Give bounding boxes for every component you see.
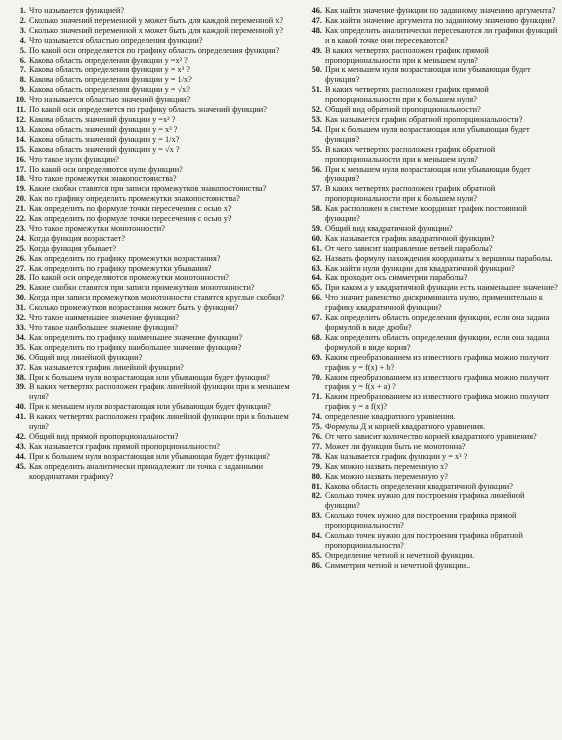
question-text: Как определить по графику промежутки возрастания?	[29, 253, 221, 263]
question-text: Каким преобразованием из известного графика можно получит график у = f(x) + b?	[325, 352, 550, 372]
question-item	[300, 145, 558, 165]
question-item	[4, 254, 294, 264]
question-item	[4, 283, 294, 293]
question-item	[4, 184, 294, 194]
question-text: В каких четвертях расположен график обратной пропорциональности при к большем нуля?	[325, 184, 496, 204]
question-text: Сколько точек нужно для построения графика обратной пропорциональности?	[325, 531, 523, 550]
question-number: 59.	[311, 223, 322, 233]
question-number: 34.	[15, 332, 26, 342]
question-text: Может ли функция быть не монотонна?	[325, 441, 466, 451]
question-number: 63.	[311, 263, 322, 273]
question-text: Как определить область определения функции, если она задана формулой в виде корня?	[325, 332, 550, 352]
question-number: 28.	[15, 273, 26, 283]
question-text: Какова область значений функции у = 1/x?	[29, 134, 180, 144]
question-item	[4, 382, 294, 402]
question-item	[4, 234, 294, 244]
question-number: 40.	[15, 402, 26, 412]
question-number: 61.	[311, 243, 322, 253]
question-text: При каком а у квадратичной функции есть наименьшее значение?	[325, 283, 558, 293]
question-item	[4, 56, 294, 66]
question-number: 82.	[311, 491, 322, 501]
question-text: По какой оси определяется по графику область определения функции?	[29, 45, 280, 55]
question-number: 15.	[15, 144, 26, 154]
question-item	[4, 46, 294, 56]
question-number: 50.	[311, 65, 322, 75]
question-number: 70.	[311, 372, 322, 382]
question-text: Как определить по формуле точки пересечения с осью х?	[29, 204, 232, 214]
question-item	[300, 85, 558, 105]
question-item	[4, 462, 294, 482]
question-item	[4, 165, 294, 175]
question-item	[4, 75, 294, 85]
question-number: 86.	[311, 560, 322, 570]
question-number: 60.	[311, 233, 322, 243]
question-item	[300, 531, 558, 551]
question-number: 16.	[15, 154, 26, 164]
question-item	[4, 353, 294, 363]
question-text: При к большем нуля возрастающая или убывающая будет функция?	[29, 451, 270, 461]
question-text: Каким преобразованием из известного графика можно получит график у = a f(x)?	[325, 392, 550, 412]
question-text: Как расположен в системе координат график постоянной функции?	[325, 204, 527, 224]
question-text: Что такое промежутки знакопостоянства?	[29, 174, 177, 184]
question-number: 85.	[311, 550, 322, 560]
question-number: 30.	[15, 293, 26, 303]
question-text: При к большем нуля возрастающая или убывающая будет функция?	[325, 124, 530, 144]
question-item	[4, 95, 294, 105]
question-item	[4, 373, 294, 383]
question-text: Какова область определения функции у = 1/x?	[29, 75, 192, 85]
question-number: 32.	[15, 313, 26, 323]
question-text: При к меньшем нуля возрастающая или убывающая будет функция?	[29, 402, 271, 412]
question-number: 31.	[15, 303, 26, 313]
question-item	[4, 333, 294, 343]
question-text: Какова область определения функции у = √x?	[29, 85, 190, 95]
question-number: 23.	[15, 223, 26, 233]
question-item	[300, 204, 558, 224]
question-item	[4, 36, 294, 46]
question-text: Как по графику определить промежутки знакопостоянства?	[29, 194, 240, 204]
question-text: От чего зависит направление ветвей параболы?	[325, 243, 493, 253]
question-text: Какова область определения квадратичной функции?	[325, 481, 513, 491]
question-number: 62.	[311, 253, 322, 263]
question-item	[300, 353, 558, 373]
question-number: 14.	[15, 134, 26, 144]
question-text: Какова область значений функции у =x² ?	[29, 114, 176, 124]
question-text: Что называется функцией?	[29, 6, 125, 15]
question-text: Какова область определения функции у =x² ?	[29, 55, 188, 65]
question-number: 25.	[15, 243, 26, 253]
question-item	[4, 26, 294, 36]
question-item	[4, 125, 294, 135]
question-number: 11.	[16, 105, 26, 115]
question-number: 58.	[311, 204, 322, 214]
question-item	[300, 333, 558, 353]
question-item	[300, 452, 558, 462]
question-number: 42.	[15, 431, 26, 441]
question-number: 22.	[15, 214, 26, 224]
question-number: 3.	[19, 25, 26, 35]
question-item	[4, 402, 294, 412]
question-item	[300, 165, 558, 185]
left-question-column	[4, 6, 294, 482]
question-text: Что называется областью значений функции?	[29, 95, 191, 105]
question-number: 39.	[15, 382, 26, 392]
question-number: 83.	[311, 511, 322, 521]
question-number: 57.	[311, 184, 322, 194]
question-item	[300, 551, 558, 561]
question-item	[4, 155, 294, 165]
question-text: По какой оси определяется по графику область значений функции?	[29, 105, 267, 115]
question-item	[4, 303, 294, 313]
question-number: 17.	[15, 164, 26, 174]
question-text: Определение четной и нечетной функции.	[325, 550, 475, 560]
question-number: 8.	[19, 75, 26, 85]
question-item	[300, 26, 558, 46]
question-number: 41.	[15, 412, 26, 422]
question-text: От чего зависит количество корней квадратного уравнения?	[325, 431, 537, 441]
question-number: 49.	[311, 45, 322, 55]
question-item	[4, 273, 294, 283]
question-item	[300, 244, 558, 254]
question-item	[4, 452, 294, 462]
question-item	[300, 224, 558, 234]
question-item	[4, 194, 294, 204]
question-number: 45.	[15, 461, 26, 471]
question-item	[4, 204, 294, 214]
question-item	[4, 85, 294, 95]
question-text: Сколько точек нужно для построения графика линейной функции?	[325, 491, 525, 511]
question-text: При к большем нуля возрастающая или убывающая будет функция?	[29, 372, 270, 382]
question-item	[300, 184, 558, 204]
question-item	[300, 491, 558, 511]
question-item	[300, 46, 558, 66]
question-text: Сколько значений переменной у может быть для каждой переменной х?	[29, 15, 284, 25]
question-item	[4, 313, 294, 323]
question-number: 13.	[15, 124, 26, 134]
question-item	[300, 313, 558, 333]
question-item	[300, 511, 558, 531]
question-item	[4, 115, 294, 125]
question-text: В каких четвертях расположен график прямой пропорциональности при к большем нуля?	[325, 85, 489, 105]
question-text: Общий вид квадратичной функции?	[325, 223, 453, 233]
question-number: 64.	[311, 273, 322, 283]
question-number: 68.	[311, 332, 322, 342]
question-item	[4, 323, 294, 333]
question-number: 75.	[311, 422, 322, 432]
question-number: 54.	[311, 124, 322, 134]
question-item	[300, 283, 558, 293]
question-number: 36.	[15, 352, 26, 362]
question-text: Какова область значений функции у = x³ ?	[29, 124, 178, 134]
question-text: Каким преобразованием из известного графика можно получит график у = f(x + a) ?	[325, 372, 550, 392]
question-item	[4, 442, 294, 452]
question-item	[300, 125, 558, 145]
question-text: Что значит равенство дискриминанта нулю, применительно к графику квадратичной функции?	[325, 293, 543, 313]
question-text: Как называется график прямой пропорциональности?	[29, 441, 220, 451]
question-text: определение квадратного уравнения.	[325, 412, 456, 422]
question-number: 74.	[311, 412, 322, 422]
question-item	[4, 135, 294, 145]
question-item	[300, 373, 558, 393]
question-text: В каких четвертях расположен график прямой пропорциональности при к меньшем нуля?	[325, 45, 489, 65]
question-number: 6.	[19, 55, 26, 65]
question-text: Как проходит ось симметрии параболы?	[325, 273, 468, 283]
question-text: Какова область значений функции у = √x ?	[29, 144, 180, 154]
question-number: 44.	[15, 451, 26, 461]
question-text: Что такое наименьшее значение функции?	[29, 313, 180, 323]
question-text: Как определить по графику промежутки убывания?	[29, 263, 212, 273]
question-text: Как определить область определения функции, если она задана формулой в виде дроби?	[325, 313, 550, 332]
question-item	[4, 412, 294, 432]
question-text: Сколько значений переменной х может быть для каждой переменной у?	[29, 25, 284, 35]
question-number: 79.	[311, 461, 322, 471]
question-item	[300, 412, 558, 422]
question-text: Как определить по формуле точки пересечения с осью у?	[29, 214, 232, 224]
question-number: 33.	[15, 323, 26, 332]
question-item	[4, 65, 294, 75]
question-number: 80.	[311, 471, 322, 481]
question-item	[300, 432, 558, 442]
question-text: Как можно назвать переменную х?	[325, 461, 448, 471]
question-item	[300, 422, 558, 432]
question-item	[4, 224, 294, 234]
question-text: Какова область определения функции у = x³ ?	[29, 65, 190, 75]
question-item	[4, 16, 294, 26]
question-number: 27.	[15, 263, 26, 273]
question-item	[300, 105, 558, 115]
question-text: В каких четвертях расположен график линейной функции при к меньшем нуля?	[29, 382, 290, 402]
question-text: Как определить по графику наибольшее значение функции?	[29, 342, 242, 352]
question-text: Как определить аналитически принадлежит ли точка с заданными координатами графику?	[29, 461, 264, 481]
question-number: 66.	[311, 293, 322, 303]
question-text: Как можно назвать переменную у?	[325, 471, 448, 481]
question-text: Что такое промежутки монотонности?	[29, 223, 165, 233]
question-number: 38.	[15, 372, 26, 382]
question-text: Формулы Д и корней квадратного уравнения.	[325, 422, 486, 432]
question-text: Когда при записи промежутков монотонности ставятся круглые скобки?	[29, 293, 285, 303]
question-number: 9.	[19, 85, 26, 95]
question-number: 76.	[311, 431, 322, 441]
question-number: 55.	[311, 144, 322, 154]
question-text: Симметрия четной и нечетной функции..	[325, 560, 471, 570]
question-number: 84.	[311, 531, 322, 541]
question-text: Как найти значение аргумента по заданному значению функции?	[325, 15, 556, 25]
question-number: 7.	[19, 65, 26, 75]
question-item	[4, 363, 294, 373]
question-text: В каких четвертях расположен график обратной пропорциональности при к меньшем нуля?	[325, 144, 496, 164]
question-text: В каких четвертях расположен график линейной функции при к большем нуля?	[29, 412, 289, 432]
question-text: Назвать формулу нахождения координаты х вершины параболы.	[325, 253, 553, 263]
question-number: 81.	[311, 481, 322, 491]
question-item	[4, 432, 294, 442]
question-number: 52.	[311, 105, 322, 115]
question-number: 77.	[311, 441, 322, 451]
question-number: 71.	[311, 392, 322, 402]
question-text: Как определить аналитически пересекаются ли графики функций и в какой точке они пересекаются?	[325, 25, 558, 45]
question-item	[4, 343, 294, 353]
question-item	[4, 174, 294, 184]
question-item	[300, 273, 558, 283]
question-item	[4, 105, 294, 115]
question-number: 46.	[311, 6, 322, 15]
question-number: 35.	[15, 342, 26, 352]
question-number: 4.	[19, 35, 26, 45]
question-text: Как найти значение функции по заданному значению аргумента?	[325, 6, 556, 15]
question-text: При к меньшем нуля возрастающая или убывающая будет функция?	[325, 65, 531, 85]
question-text: Что называется областью определения функции?	[29, 35, 203, 45]
question-item	[300, 462, 558, 472]
question-text: Как называется график функции у = x³ ?	[325, 451, 468, 461]
question-text: По какой оси определяются нули функции?	[29, 164, 183, 174]
right-question-column	[300, 6, 558, 571]
question-number: 67.	[311, 313, 322, 323]
question-number: 1.	[19, 6, 26, 15]
question-item	[300, 16, 558, 26]
question-text: Сколько точек нужно для построения графика прямой пропорциональности?	[325, 511, 517, 531]
question-text: Что такое наибольшее значение функции?	[29, 323, 179, 332]
question-text: Общий вид прямой пропорциональности?	[29, 431, 179, 441]
question-item	[4, 6, 294, 16]
question-number: 51.	[311, 85, 322, 95]
question-number: 69.	[311, 352, 322, 362]
question-text: Какие скобки ставятся при записи промежутков знакопостоянства?	[29, 184, 267, 194]
question-text: Какие скобки ставятся при записи промежутков монотонности?	[29, 283, 255, 293]
question-item	[300, 482, 558, 492]
question-item	[4, 244, 294, 254]
question-item	[300, 234, 558, 244]
question-item	[4, 264, 294, 274]
question-item	[300, 561, 558, 571]
question-text: По какой оси определяются промежутки монотонности?	[29, 273, 229, 283]
question-text: Когда функция убывает?	[29, 243, 117, 253]
question-item	[300, 293, 558, 313]
question-item	[4, 214, 294, 224]
question-item	[300, 442, 558, 452]
question-item	[300, 392, 558, 412]
question-text: Общий вид обратной пропорциональности?	[325, 105, 481, 115]
question-number: 78.	[311, 451, 322, 461]
question-number: 12.	[15, 114, 26, 124]
question-number: 24.	[15, 233, 26, 243]
question-item	[300, 6, 558, 16]
question-number: 37.	[15, 362, 26, 372]
question-text: Когда функция возрастает?	[29, 233, 125, 243]
question-text: Как называется график квадратичной функции?	[325, 233, 495, 243]
question-number: 20.	[15, 194, 26, 204]
question-number: 56.	[311, 164, 322, 174]
question-number: 53.	[311, 114, 322, 124]
question-number: 65.	[311, 283, 322, 293]
question-number: 2.	[19, 15, 26, 25]
question-number: 43.	[15, 441, 26, 451]
question-number: 29.	[15, 283, 26, 293]
question-number: 19.	[15, 184, 26, 194]
question-item	[300, 65, 558, 85]
question-number: 26.	[15, 253, 26, 263]
question-text: Как называется график линейной функции?	[29, 362, 184, 372]
question-text: Как называется график обратной пропорциональности?	[325, 114, 523, 124]
question-number: 47.	[311, 15, 322, 25]
question-text: При к меньшем нуля возрастающая или убывающая будет функция?	[325, 164, 531, 184]
question-number: 48.	[311, 25, 322, 35]
question-number: 10.	[15, 95, 26, 105]
question-item	[300, 254, 558, 264]
question-text: Как определить по графику наименьшее значение функции?	[29, 332, 243, 342]
question-text: Что такое нули функции?	[29, 154, 119, 164]
question-text: Общий вид линейной функции?	[29, 352, 143, 362]
question-number: 5.	[19, 45, 26, 55]
question-item	[300, 264, 558, 274]
question-item	[4, 145, 294, 155]
question-text: Как найти нули функции для квадратичной функции?	[325, 263, 515, 273]
question-number: 18.	[15, 174, 26, 184]
question-item	[4, 293, 294, 303]
question-item	[300, 472, 558, 482]
question-item	[300, 115, 558, 125]
question-text: Сколько промежутков возрастания может быть у функции?	[29, 303, 239, 313]
question-number: 21.	[15, 204, 26, 214]
